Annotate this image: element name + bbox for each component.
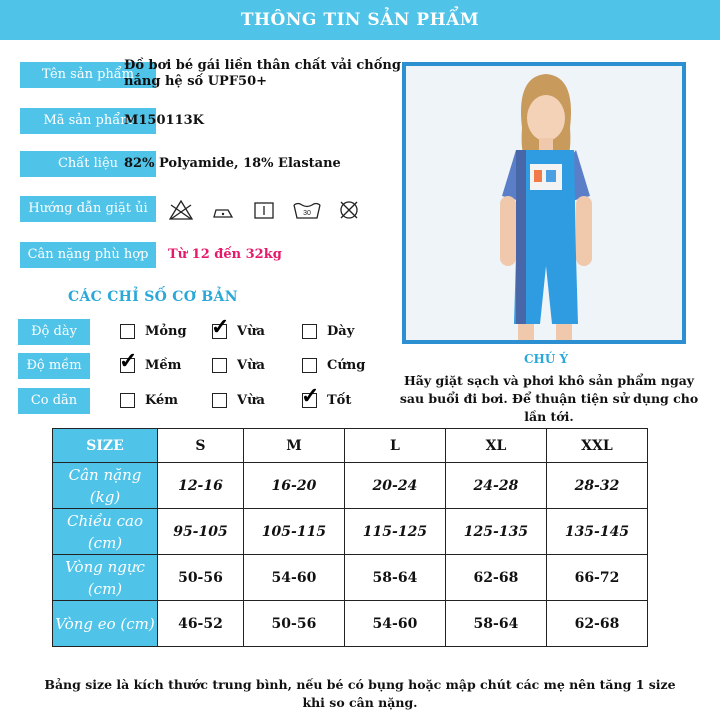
option-label: Cứng	[327, 358, 366, 373]
product-name-value: Đồ bơi bé gái liền thân chất vải chống nắng hệ số UPF50+	[124, 58, 401, 89]
table-cell: 62-68	[546, 601, 647, 647]
index-option[interactable]	[302, 358, 365, 373]
wash-30-icon	[292, 199, 322, 221]
index-option[interactable]	[211, 314, 265, 340]
wash-instructions-label: Hướng dẫn giặt ủi	[20, 196, 156, 222]
no-bleach-icon	[168, 199, 194, 221]
table-cell: 50-56	[243, 601, 344, 647]
iron-low-icon	[210, 199, 236, 221]
wash-temp-label: 30	[303, 210, 311, 217]
do-not-dryclean-icon	[338, 199, 360, 221]
option-label: Vừa	[237, 358, 265, 373]
size-header-cell: SIZE	[53, 429, 158, 463]
index-option[interactable]	[120, 393, 178, 408]
row-label: Chiều cao (cm)	[53, 509, 158, 555]
size-header-cell: XL	[445, 429, 546, 463]
weight-label: Cân nặng phù hợp	[20, 242, 156, 268]
option-label: Mỏng	[145, 324, 187, 339]
table-row	[53, 601, 648, 647]
checkbox[interactable]	[120, 393, 135, 408]
weight-value: Từ 12 đến 32kg	[168, 247, 282, 262]
footer-note: Bảng size là kích thước trung bình, nếu bé có bụng hoặc mập chút các mẹ nên tăng 1 size khi so cân nặng.	[44, 677, 676, 710]
swimsuit-child-image	[406, 66, 682, 340]
material-value: 82% Polyamide, 18% Elastane	[124, 156, 341, 171]
table-row	[53, 555, 648, 601]
table-cell: 58-64	[344, 555, 445, 601]
checkbox[interactable]	[302, 358, 317, 373]
index-option[interactable]	[120, 324, 187, 339]
row-label: Vòng eo (cm)	[53, 601, 158, 647]
checkbox[interactable]	[211, 314, 230, 340]
checkbox[interactable]	[212, 358, 227, 373]
size-header-cell: M	[243, 429, 344, 463]
index-option[interactable]	[119, 348, 182, 374]
size-header-cell: S	[158, 429, 244, 463]
table-cell: 66-72	[546, 555, 647, 601]
size-table	[52, 428, 648, 647]
product-photo	[402, 62, 686, 344]
index-label: Co dãn	[18, 388, 90, 414]
note-text: Hãy giặt sạch và phơi khô sản phẩm ngay sau buổi đi bơi. Để thuận tiện sử dụng cho lần tới.	[399, 373, 699, 424]
option-label: Tốt	[327, 393, 352, 408]
table-cell: 20-24	[344, 463, 445, 509]
option-label: Kém	[145, 393, 179, 408]
checkmark-icon: ✓	[119, 348, 138, 374]
table-row	[53, 509, 648, 555]
index-option[interactable]	[302, 324, 354, 339]
checkbox[interactable]	[301, 383, 320, 409]
tumble-dry-icon	[252, 199, 276, 221]
index-option[interactable]	[212, 393, 265, 408]
row-label: Cân nặng (kg)	[53, 463, 158, 509]
checkbox[interactable]	[119, 348, 138, 374]
table-cell: 125-135	[445, 509, 546, 555]
note-title: CHÚ Ý	[523, 352, 569, 366]
material-label: Chất liệu	[20, 151, 156, 177]
product-code-label: Mã sản phẩm	[20, 108, 156, 134]
table-cell: 50-56	[158, 555, 244, 601]
index-option[interactable]	[212, 358, 265, 373]
product-code-value: M150113K	[124, 113, 204, 128]
table-cell: 115-125	[344, 509, 445, 555]
checkbox[interactable]	[212, 393, 227, 408]
size-header-cell: L	[344, 429, 445, 463]
table-cell: 62-68	[445, 555, 546, 601]
indices-title: CÁC CHỈ SỐ CƠ BẢN	[68, 289, 238, 305]
option-label: Mềm	[145, 358, 182, 373]
page-title: THÔNG TIN SẢN PHẨM	[0, 0, 720, 40]
checkbox[interactable]	[120, 324, 135, 339]
index-label: Độ mềm	[18, 353, 90, 379]
table-cell: 16-20	[243, 463, 344, 509]
table-cell: 12-16	[158, 463, 244, 509]
size-header-cell: XXL	[546, 429, 647, 463]
table-cell: 58-64	[445, 601, 546, 647]
checkbox[interactable]	[302, 324, 317, 339]
table-cell: 54-60	[243, 555, 344, 601]
wash-icons	[168, 199, 360, 221]
table-cell: 135-145	[546, 509, 647, 555]
size-header-row	[53, 429, 648, 463]
index-option[interactable]	[301, 383, 352, 409]
table-cell: 95-105	[158, 509, 244, 555]
table-cell: 54-60	[344, 601, 445, 647]
option-label: Vừa	[237, 393, 265, 408]
table-cell: 105-115	[243, 509, 344, 555]
table-cell: 46-52	[158, 601, 244, 647]
option-label: Dày	[327, 324, 355, 339]
row-label: Vòng ngực (cm)	[53, 555, 158, 601]
table-row	[53, 463, 648, 509]
table-cell: 24-28	[445, 463, 546, 509]
option-label: Vừa	[237, 324, 265, 339]
checkmark-icon: ✓	[211, 314, 230, 340]
table-cell: 28-32	[546, 463, 647, 509]
product-name-label: Tên sản phẩm	[20, 62, 156, 88]
checkmark-icon: ✓	[301, 383, 320, 409]
index-label: Độ dày	[18, 319, 90, 345]
